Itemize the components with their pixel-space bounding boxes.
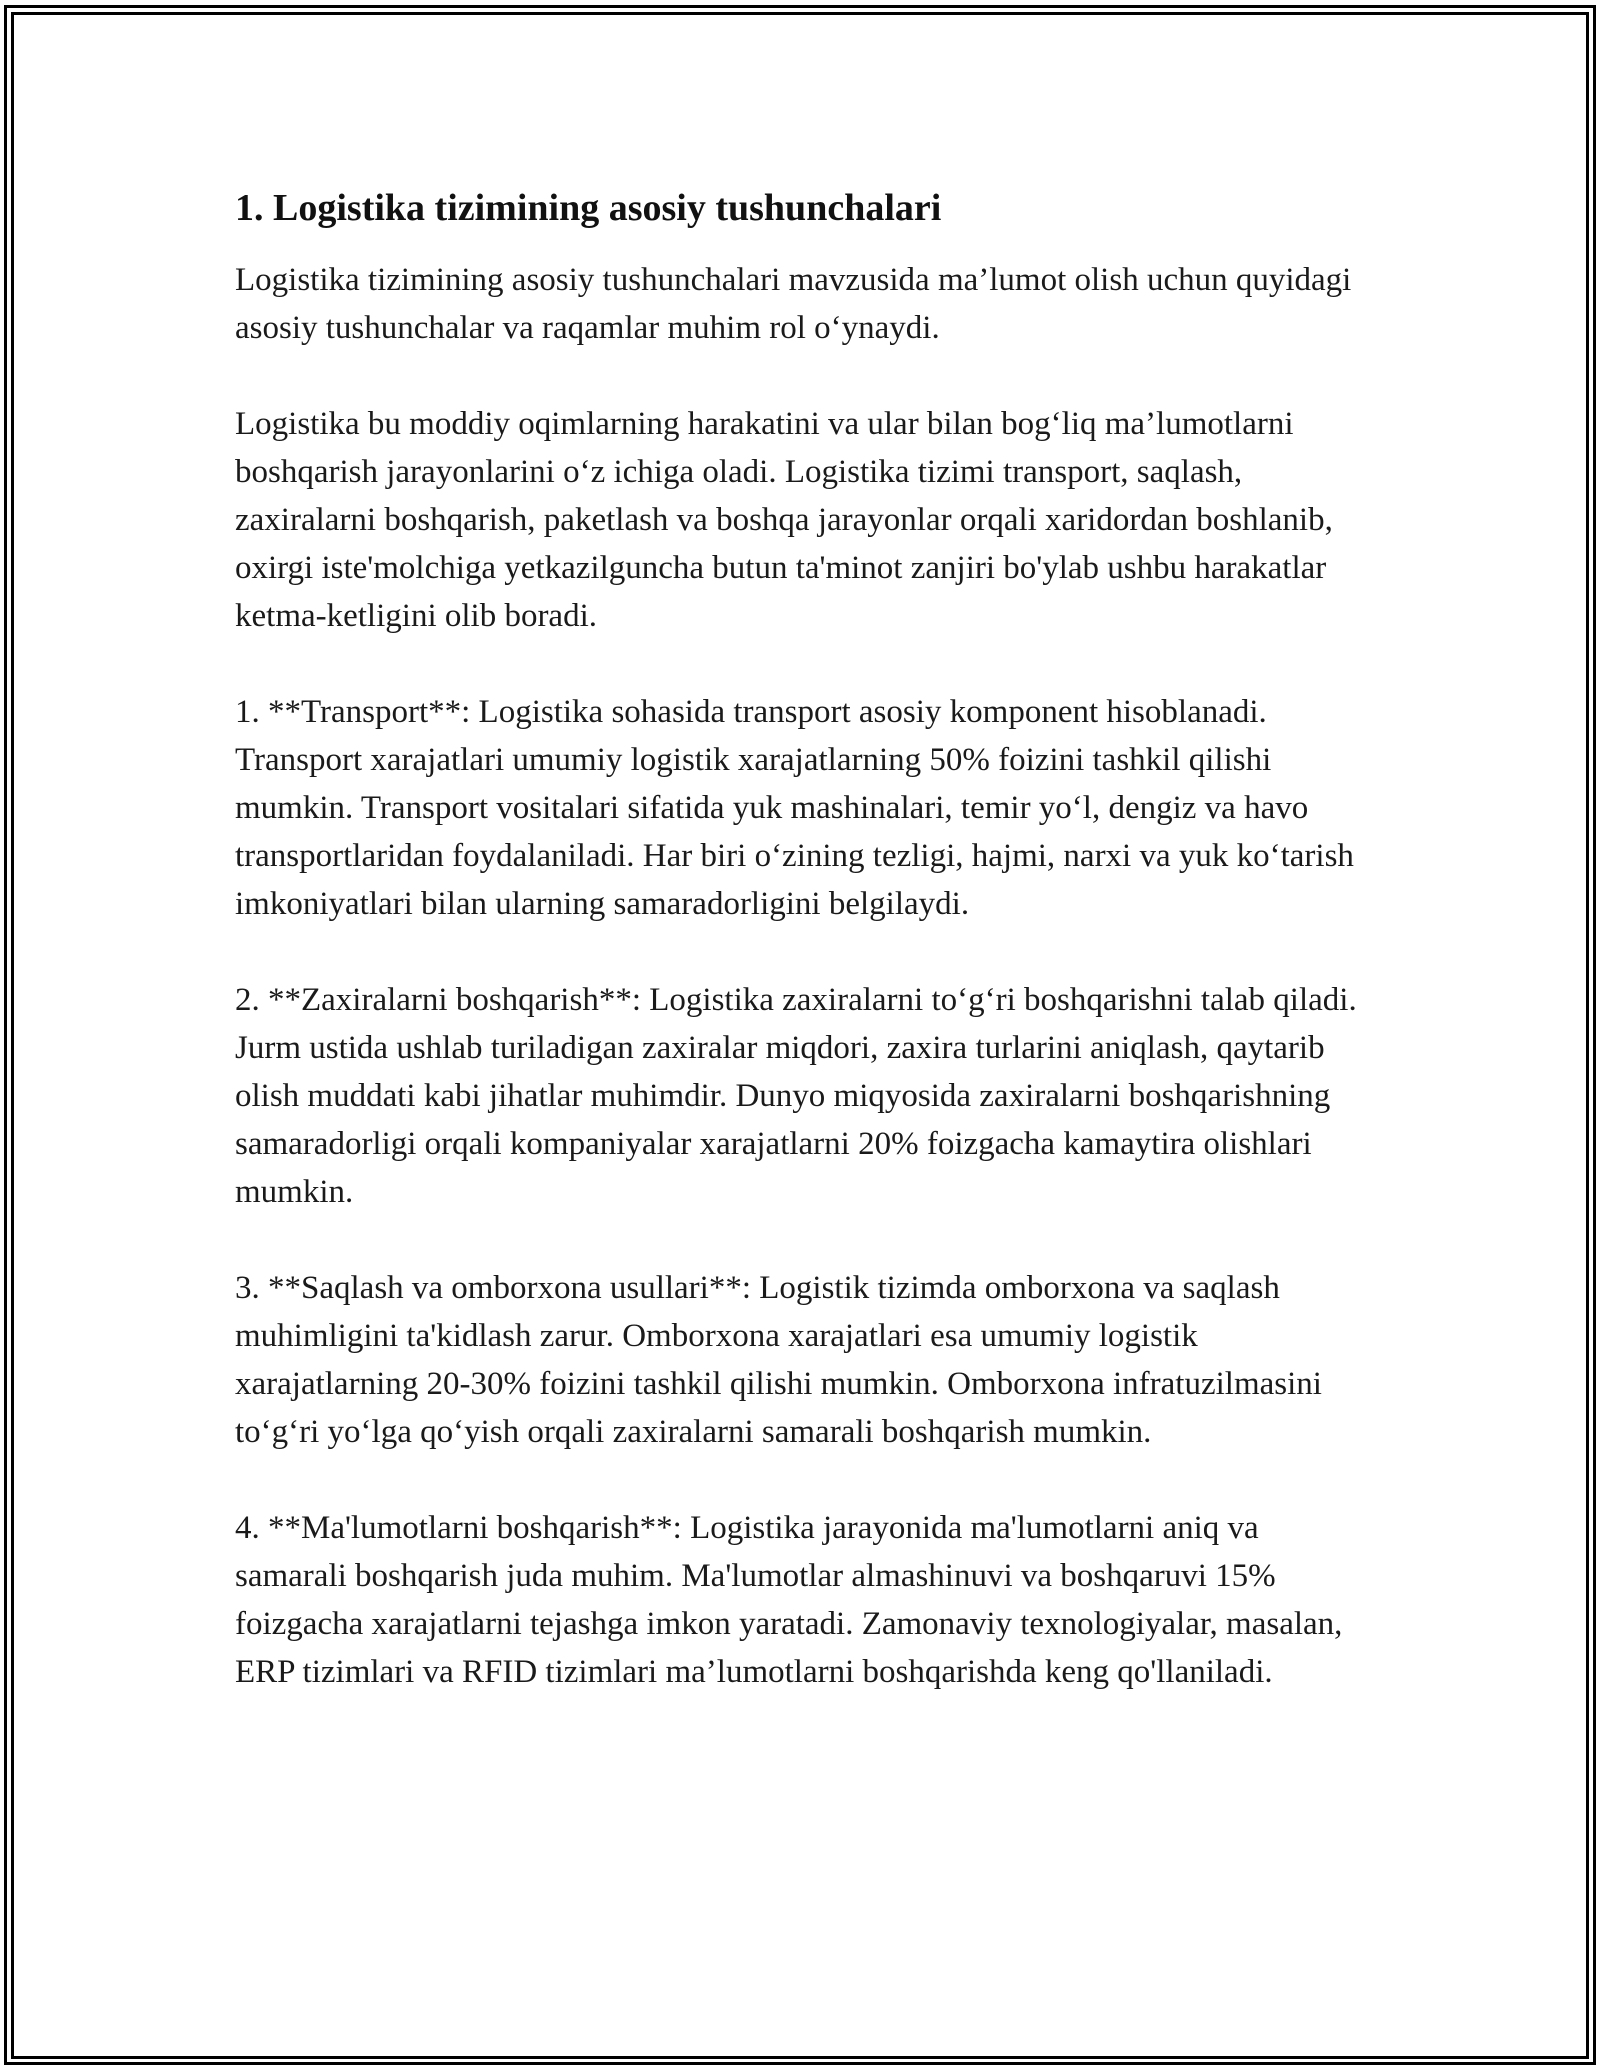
- paragraph-transport: 1. **Transport**: Logistika sohasida transport asosiy komponent hisoblanadi. Transport xarajatlari umumiy logistik xarajatlarning 50% foizini tashkil qilishi mumkin. Transport vositalari sifatida yuk mashinalari, temir yo‘l, dengiz va havo transportlaridan foydalaniladi. Har biri o‘zining tezligi, hajmi, narxi va yuk ko‘tarish imkoniyatlari bilan ularning samaradorligini belgilaydi.: [235, 694, 1354, 922]
- paragraph-inventory: 2. **Zaxiralarni boshqarish**: Logistika zaxiralarni to‘g‘ri boshqarishni talab qiladi. Jurm ustida ushlab turiladigan zaxiralar miqdori, zaxira turlarini aniqlash, qaytarib olish muddati kabi jihatlar muhimdir. Dunyo miqyosida zaxiralarni boshqarishning samaradorligi orqali kompaniyalar xarajatlarni 20% foizgacha kamaytira olishlari mumkin.: [235, 982, 1357, 1210]
- paragraph-information: 4. **Ma'lumotlarni boshqarish**: Logistika jarayonida ma'lumotlarni aniq va samarali boshqarish juda muhim. Ma'lumotlar almashinuvi va boshqaruvi 15% foizgacha xarajatlarni tejashga imkon yaratadi. Zamonaviy texnologiyalar, masalan, ERP tizimlari va RFID tizimlari ma’lumotlarni boshqarishda keng qo'llaniladi.: [235, 1510, 1343, 1690]
- paragraph-warehousing: 3. **Saqlash va omborxona usullari**: Logistik tizimda omborxona va saqlash muhimligini ta'kidlash zarur. Omborxona xarajatlari esa umumiy logistik xarajatlarning 20-30% foizini tashkil qilishi mumkin. Omborxona infratuzilmasini to‘g‘ri yo‘lga qo‘yish orqali zaxiralarni samarali boshqarish mumkin.: [235, 1270, 1322, 1450]
- paragraph-intro: Logistika tizimining asosiy tushunchalari mavzusida ma’lumot olish uchun quyidagi asosiy tushunchalar va raqamlar muhim rol o‘ynaydi.: [235, 262, 1352, 346]
- paragraph-definition: Logistika bu moddiy oqimlarning harakatini va ular bilan bog‘liq ma’lumotlarni boshqarish jarayonlarini o‘z ichiga oladi. Logistika tizimi transport, saqlash, zaxiralarni boshqarish, paketlash va boshqa jarayonlar orqali xaridordan boshlanib, oxirgi iste'molchiga yetkazilguncha butun ta'minot zanjiri bo'ylab ushbu harakatlar ketma-ketligini olib boradi.: [235, 406, 1333, 634]
- document-title: 1. Logistika tizimining asosiy tushunchalari: [235, 187, 942, 229]
- document-body: [235, 185, 1375, 1696]
